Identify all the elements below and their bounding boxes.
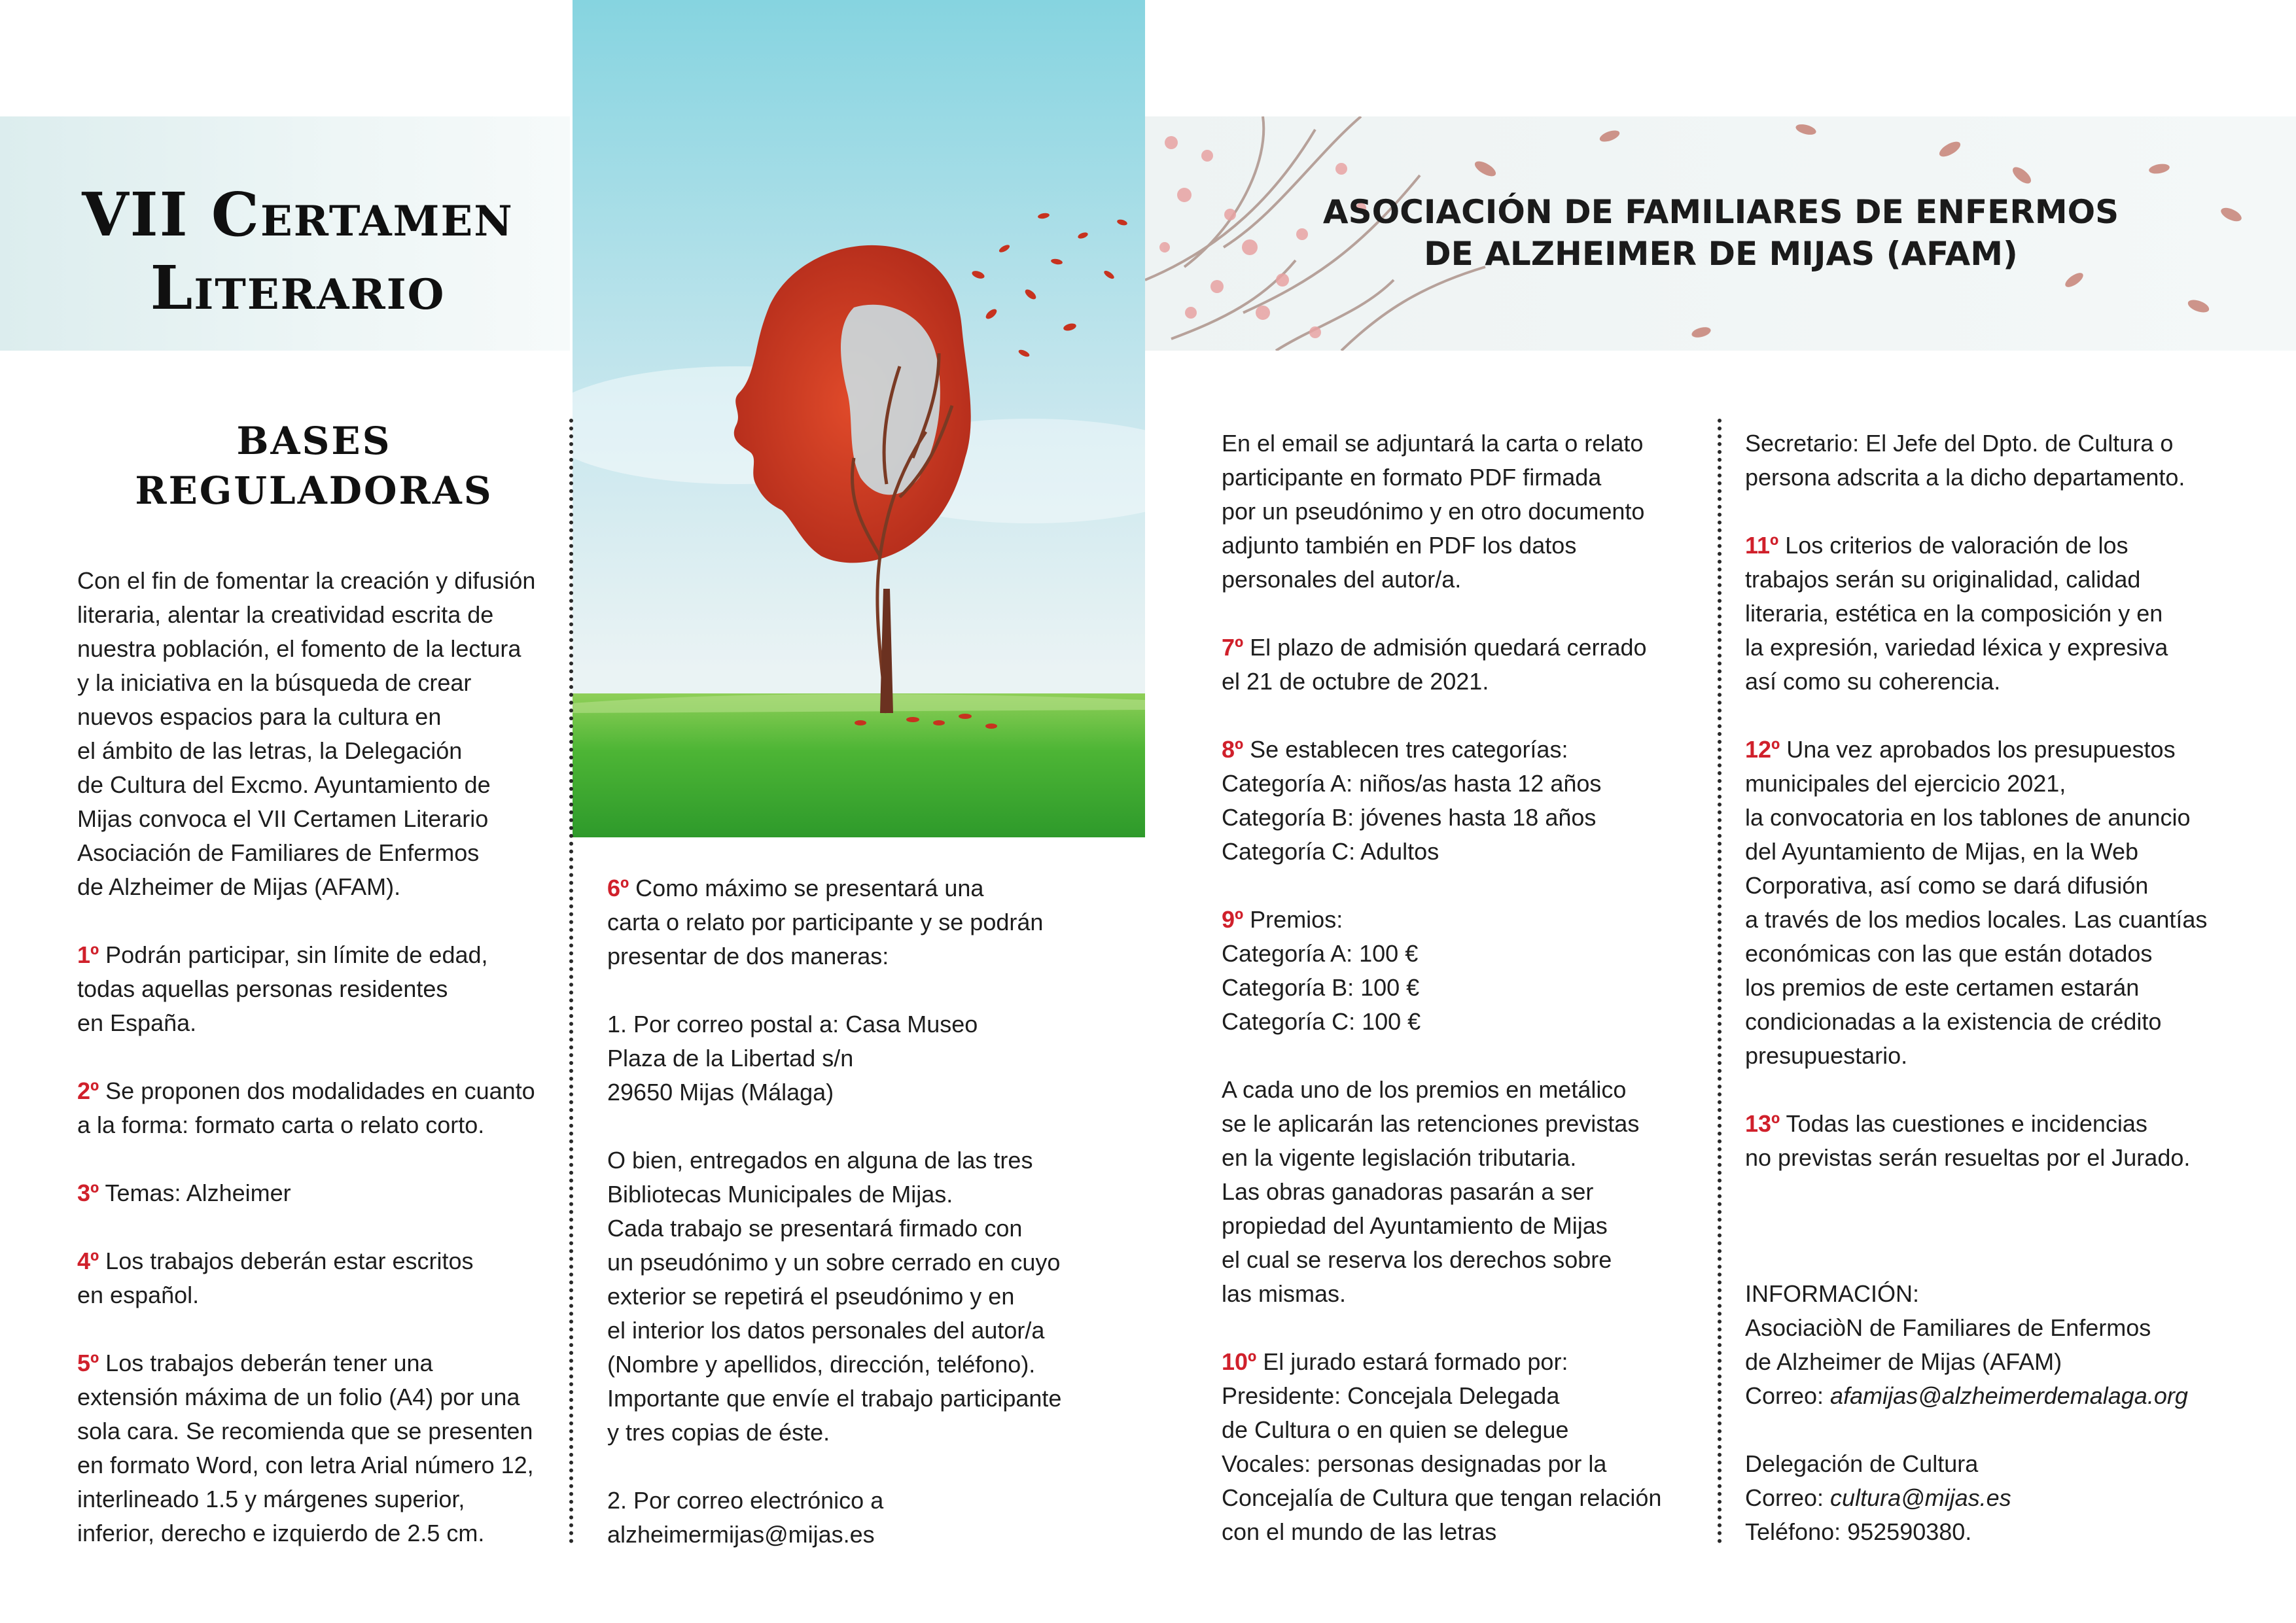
rule-text: Temas: Alzheimer [99, 1179, 291, 1206]
rule-text: Los trabajos deberán estar escritos en español. [77, 1248, 474, 1308]
rule-text: Se establecen tres categorías: Categoría A: niños/as hasta 12 años Categoría B: jóvenes hasta 18 años Categoría C: Adultos [1222, 736, 1602, 865]
rule-11 [1745, 529, 2269, 699]
rule-text: Premios: Categoría A: 100 € Categoría B: 100 € Categoría C: 100 € [1222, 906, 1421, 1035]
delegacion-block [1745, 1447, 2269, 1549]
rule-8 [1222, 733, 1706, 869]
rule-number: 4º [77, 1248, 99, 1274]
afam-heading [1302, 191, 2140, 275]
afam-line-1: ASOCIACIÓN DE FAMILIARES DE ENFERMOS [1322, 193, 2119, 231]
rule-4 [77, 1244, 561, 1312]
column-2 [607, 871, 1131, 1586]
rule-3 [77, 1176, 561, 1210]
telefono-line: Teléfono: 952590380. [1745, 1518, 1972, 1545]
afam-email-link[interactable]: afamijas@alzheimerdemalaga.org [1830, 1382, 2188, 1409]
info-line-1: AsociaciòN de Familiares de Enfermos [1745, 1314, 2151, 1341]
rule-text: Se proponen dos modalidades en cuanto a la forma: formato carta o relato corto. [77, 1077, 535, 1138]
rule-1 [77, 938, 561, 1040]
rule-number: 7º [1222, 634, 1244, 661]
rule-text: El plazo de admisión quedará cerrado el 21 de octubre de 2021. [1222, 634, 1647, 695]
rule-7 [1222, 631, 1706, 699]
rule-number: 3º [77, 1179, 99, 1206]
rule-text: Todas las cuestiones e incidencias no previstas serán resueltas por el Jurado. [1745, 1110, 2191, 1171]
rule-number: 13º [1745, 1110, 1780, 1137]
tree-head-illustration [573, 0, 1145, 837]
rule-text: Los trabajos deberán tener una extensión máxima de un folio (A4) por una sola cara. Se recomienda que se presenten en formato Word, con letra Arial número 12, interlineado 1.5 y márgenes superior, inferior, derecho e izquierdo de 2.5 cm. [77, 1350, 534, 1546]
rule-5 [77, 1346, 561, 1550]
retenciones-paragraph: A cada uno de los premios en metálico se le aplicarán las retenciones previstas en la vigente legislación tributaria. Las obras ganadoras pasarán a ser propiedad del Ayuntamiento de Mijas el cual se reserva los derechos sobre las mismas. [1222, 1076, 1640, 1307]
info-line-2: de Alzheimer de Mijas (AFAM) [1745, 1348, 2062, 1375]
rule-13 [1745, 1107, 2269, 1175]
rule-number: 2º [77, 1077, 99, 1104]
column-3 [1222, 427, 1706, 1583]
bases-line-1: BASES [236, 419, 392, 463]
column-divider-1 [569, 419, 573, 1544]
postal-address: 1. Por correo postal a: Casa Museo Plaza de la Libertad s/n 29650 Mijas (Málaga) [607, 1011, 978, 1106]
rule-number: 10º [1222, 1348, 1257, 1375]
bases-line-2: REGULADORAS [135, 468, 493, 513]
rule-2 [77, 1074, 561, 1142]
title-line-1: VII Certamen [82, 179, 514, 250]
delegacion-title: Delegación de Cultura [1745, 1450, 1979, 1477]
rule-text: Una vez aprobados los presupuestos municipales del ejercicio 2021, la convocatoria en los tablones de anuncio del Ayuntamiento de Mijas, en la Web Corporativa, así como se dará difusión a través de los medios locales. Las cuantías económicas con las que están dotados los premios de este certamen estarán condicionadas a la existencia de crédito presupuestario. [1745, 736, 2208, 1069]
rule-text: Los criterios de valoración de los trabajos serán su originalidad, calidad literaria, estética en la composición y en la expresión, variedad léxica y expresiva así como su coherencia. [1745, 532, 2168, 695]
rule-number: 9º [1222, 906, 1244, 933]
email-submission: 2. Por correo electrónico a alzheimermijas@mijas.es [607, 1487, 884, 1548]
correo-label: Correo: [1745, 1382, 1831, 1409]
correo-label: Correo: [1745, 1484, 1831, 1511]
rule-number: 5º [77, 1350, 99, 1376]
rule-6 [607, 871, 1131, 973]
email-note: En el email se adjuntará la carta o relato participante en formato PDF firmada por un pseudónimo y en otro documento adjunto también en PDF los datos personales del autor/a. [1222, 430, 1645, 593]
bibliotecas-paragraph: O bien, entregados en alguna de las tres Bibliotecas Municipales de Mijas. Cada trabajo se presentará firmado con un pseudónimo y un sobre cerrado en cuyo exterior se repetirá el pseudónimo y en el interior los datos personales del autor/a (Nombre y apellidos, dirección, teléfono). Importante que envíe el trabajo participante y tres copias de éste. [607, 1147, 1062, 1446]
column-4 [1745, 427, 2269, 1583]
certamen-title [36, 178, 559, 324]
rule-text: Podrán participar, sin límite de edad, todas aquellas personas residentes en España. [77, 941, 488, 1036]
bases-heading [52, 416, 576, 515]
column-1 [77, 564, 561, 1584]
rule-12 [1745, 733, 2269, 1073]
title-line-2: Literario [150, 253, 446, 323]
cultura-email-link[interactable]: cultura@mijas.es [1830, 1484, 2011, 1511]
rule-number: 6º [607, 875, 629, 901]
info-title: INFORMACIÓN: [1745, 1280, 1919, 1307]
column-divider-2 [1718, 419, 1722, 1544]
intro-paragraph: Con el fin de fomentar la creación y difusión literaria, alentar la creatividad escrita de nuestra población, el fomento de la lectura y la iniciativa en la búsqueda de crear nuevos espacios para la cultura en el ámbito de las letras, la Delegación de Cultura del Excmo. Ayuntamiento de Mijas convoca el VII Certamen Literario Asociación de Familiares de Enfermos de Alzheimer de Mijas (AFAM). [77, 567, 536, 900]
rule-number: 12º [1745, 736, 1780, 763]
rule-text: El jurado estará formado por: Presidente: Concejala Delegada de Cultura o en quien se delegue Vocales: personas designadas por la Concejalía de Cultura que tengan relación con el mundo de las letras [1222, 1348, 1662, 1545]
afam-line-2: DE ALZHEIMER DE MIJAS (AFAM) [1424, 235, 2018, 273]
rule-9 [1222, 903, 1706, 1039]
rule-number: 1º [77, 941, 99, 968]
rule-10 [1222, 1345, 1706, 1549]
rule-number: 11º [1745, 532, 1779, 559]
secretario-line: Secretario: El Jefe del Dpto. de Cultura o persona adscrita a la dicho departamento. [1745, 430, 2185, 491]
rule-text: Como máximo se presentará una carta o relato por participante y se podrán presentar de dos maneras: [607, 875, 1044, 969]
rule-number: 8º [1222, 736, 1244, 763]
info-block [1745, 1277, 2269, 1413]
